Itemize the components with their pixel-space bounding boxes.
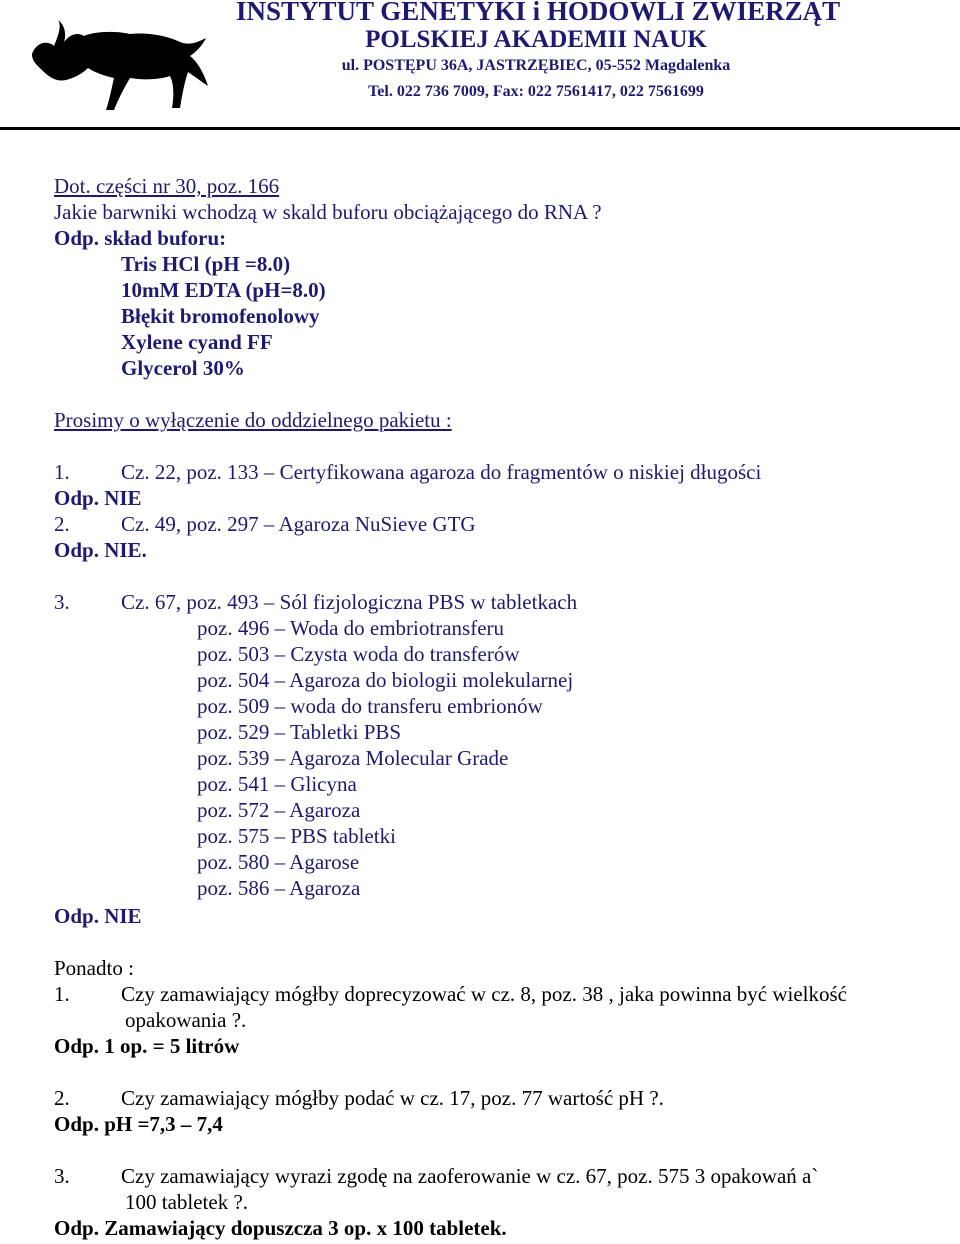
further-question: Czy zamawiający mógłby podać w cz. 17, poz. 77 wartość pH ?. bbox=[121, 1086, 664, 1110]
item-number: 1. bbox=[54, 460, 70, 484]
buffer-item: 10mM EDTA (pH=8.0) bbox=[121, 278, 326, 302]
sub-item: poz. 572 – Agaroza bbox=[197, 798, 361, 822]
further-title: Ponadto : bbox=[54, 956, 134, 980]
buffer-item: Glycerol 30% bbox=[121, 356, 245, 380]
sub-item: poz. 509 – woda do transferu embrionów bbox=[197, 694, 543, 718]
sub-item: poz. 541 – Glicyna bbox=[197, 772, 357, 796]
academy-name: POLSKIEJ AKADEMII NAUK bbox=[365, 26, 707, 53]
sub-item: poz. 539 – Agaroza Molecular Grade bbox=[197, 746, 509, 770]
further-question-cont: opakowania ?. bbox=[125, 1008, 247, 1032]
sub-item: poz. 529 – Tabletki PBS bbox=[197, 720, 402, 744]
buffer-item: Xylene cyand FF bbox=[121, 330, 273, 354]
answer-label: Odp. skład buforu: bbox=[54, 226, 227, 250]
further-question: Czy zamawiający wyrazi zgodę na zaoferowanie w cz. 67, poz. 575 3 opakowań a` bbox=[121, 1164, 819, 1188]
request-answer: Odp. NIE. bbox=[54, 538, 147, 562]
request-item: Cz. 49, poz. 297 – Agaroza NuSieve GTG bbox=[121, 512, 476, 536]
sub-item: poz. 496 – Woda do embriotransferu bbox=[197, 616, 505, 640]
address: ul. POSTĘPU 36A, JASTRZĘBIEC, 05-552 Magdalenka bbox=[341, 57, 731, 74]
sub-item: poz. 503 – Czysta woda do transferów bbox=[197, 642, 520, 666]
request-item: Cz. 22, poz. 133 – Certyfikowana agaroza do fragmentów o niskiej długości bbox=[121, 460, 762, 484]
further-question-cont: 100 tabletek ?. bbox=[125, 1190, 249, 1214]
item-number: 2. bbox=[54, 1086, 70, 1110]
request-answer: Odp. NIE bbox=[54, 904, 142, 928]
request-title: Prosimy o wyłączenie do oddzielnego pakietu : bbox=[54, 408, 452, 432]
further-answer: Odp. pH =7,3 – 7,4 bbox=[54, 1112, 223, 1136]
institute-name: INSTYTUT GENETYKI i HODOWLI ZWIERZĄT bbox=[236, 0, 841, 26]
sub-item: poz. 575 – PBS tabletki bbox=[197, 824, 396, 848]
buffer-item: Błękit bromofenolowy bbox=[121, 304, 320, 328]
further-question: Czy zamawiający mógłby doprecyzować w cz. 8, poz. 38 , jaka powinna być wielkość bbox=[121, 982, 847, 1006]
sub-item: poz. 586 – Agaroza bbox=[197, 876, 361, 900]
letterhead bbox=[0, 0, 960, 135]
further-answer: Odp. 1 op. = 5 litrów bbox=[54, 1034, 240, 1058]
item-number: 3. bbox=[54, 590, 70, 614]
phone-fax: Tel. 022 736 7009, Fax: 022 7561417, 022 7561699 bbox=[368, 83, 704, 100]
further-answer: Odp. Zamawiający dopuszcza 3 op. x 100 tabletek. bbox=[54, 1216, 507, 1240]
item-number: 3. bbox=[54, 1164, 70, 1188]
bull-logo-icon bbox=[18, 12, 223, 117]
question-reference: Dot. części nr 30, poz. 166 bbox=[54, 174, 280, 198]
request-item: Cz. 67, poz. 493 – Sól fizjologiczna PBS w tabletkach bbox=[121, 590, 578, 614]
sub-item: poz. 580 – Agarose bbox=[197, 850, 360, 874]
buffer-item: Tris HCl (pH =8.0) bbox=[121, 252, 291, 276]
question-text: Jakie barwniki wchodzą w skald buforu obciążającego do RNA ? bbox=[54, 200, 602, 224]
item-number: 2. bbox=[54, 512, 70, 536]
item-number: 1. bbox=[54, 982, 70, 1006]
request-answer: Odp. NIE bbox=[54, 486, 142, 510]
sub-item: poz. 504 – Agaroza do biologii molekularnej bbox=[197, 668, 574, 692]
header-divider bbox=[0, 127, 960, 130]
